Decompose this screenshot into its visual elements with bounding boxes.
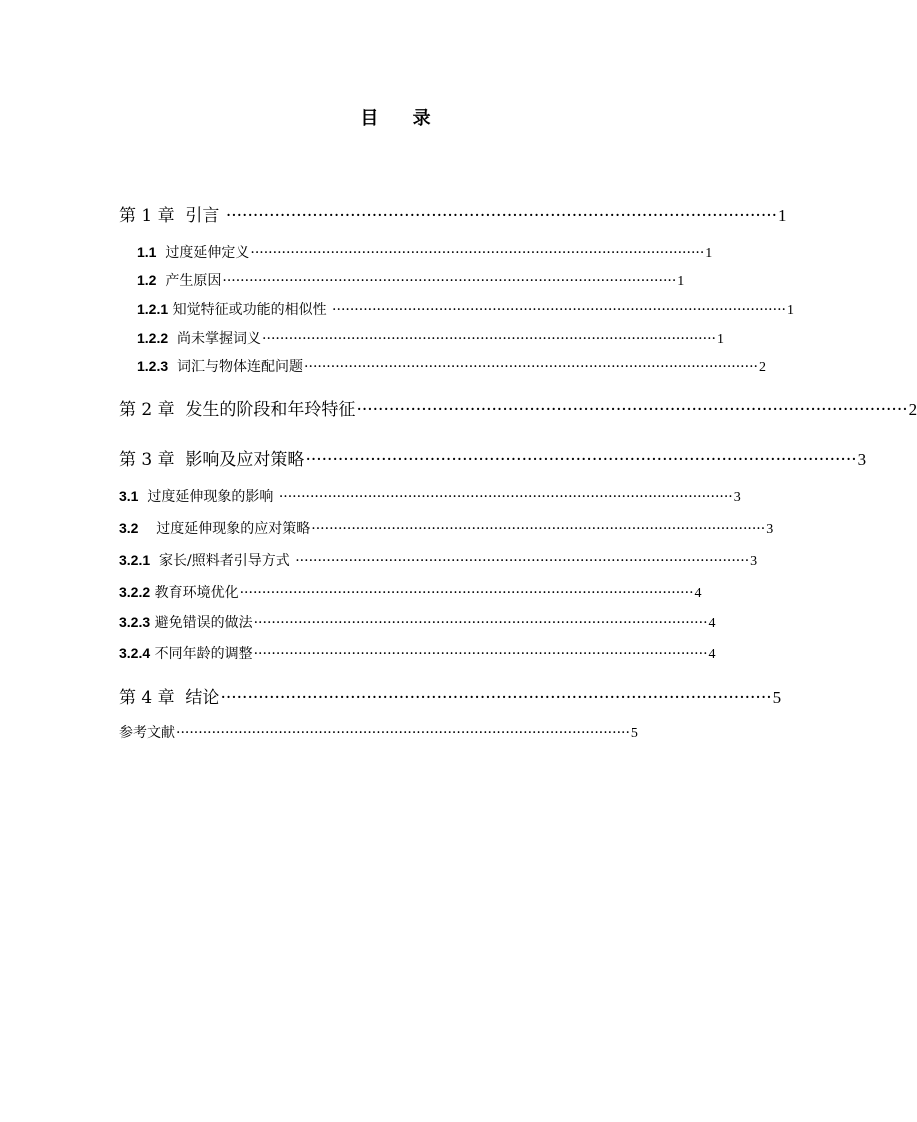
toc-entry-label: 教育环境优化 bbox=[150, 585, 239, 601]
toc-entry-label: 避免错误的做法 bbox=[150, 615, 253, 631]
toc-entry-chapter-2[interactable] bbox=[119, 395, 917, 420]
toc-entry-label: 过度延伸现象的影响 bbox=[138, 489, 278, 505]
toc-entry-number: 3.2.4 bbox=[119, 645, 151, 661]
toc-entry-label: 产生原因 bbox=[156, 273, 222, 289]
toc-entry-label: 第 4 章 结论 bbox=[119, 688, 220, 708]
toc-entry-3-2[interactable] bbox=[119, 518, 774, 538]
toc-entry-label: 尚未掌握词义 bbox=[168, 331, 262, 347]
toc-page-number: 1 bbox=[677, 274, 685, 289]
toc-entry-3-2-2[interactable] bbox=[119, 582, 702, 602]
toc-page-number: 3 bbox=[766, 522, 774, 537]
toc-entry-label: 家长/照料者引导方式 bbox=[150, 553, 295, 569]
toc-page-number: 3 bbox=[750, 554, 758, 569]
dot-leader: ······································································································ bbox=[304, 359, 758, 375]
dot-leader: ······································································································ bbox=[176, 725, 630, 741]
toc-entry-3-2-4[interactable] bbox=[119, 643, 716, 663]
toc-entry-label: 第 1 章 引言 bbox=[119, 206, 225, 226]
dot-leader: ······································································································ bbox=[220, 688, 772, 708]
toc-page-number: 1 bbox=[786, 303, 794, 318]
toc-page-number: 4 bbox=[708, 647, 716, 662]
toc-entry-1-2-1[interactable] bbox=[137, 299, 794, 319]
toc-entry-number: 3.1 bbox=[119, 488, 139, 504]
toc-page-number: 4 bbox=[708, 616, 716, 631]
toc-page-number: 5 bbox=[772, 688, 782, 707]
toc-entry-number: 1.2 bbox=[137, 272, 157, 288]
toc-page-number: 1 bbox=[778, 206, 787, 225]
toc-entry-number: 3.2.2 bbox=[119, 584, 151, 600]
toc-entry-number: 1.2.2 bbox=[137, 330, 169, 346]
toc-page-number: 3 bbox=[857, 450, 867, 469]
toc-entry-3-1[interactable] bbox=[119, 486, 741, 506]
toc-entry-label: 知觉特征或功能的相似性 bbox=[168, 302, 332, 318]
toc-entry-chapter-3[interactable] bbox=[119, 445, 867, 470]
toc-entry-number: 3.2.1 bbox=[119, 552, 151, 568]
toc-entry-1-2-2[interactable] bbox=[137, 328, 724, 348]
toc-page-number: 1 bbox=[705, 246, 713, 261]
toc-entry-number: 1.2.3 bbox=[137, 358, 169, 374]
toc-entry-number: 3.2 bbox=[119, 520, 139, 536]
toc-page-number: 2 bbox=[908, 400, 917, 419]
toc-page-number: 1 bbox=[716, 332, 724, 347]
dot-leader: ······································································································ bbox=[262, 331, 716, 347]
toc-entry-label: 词汇与物体连配问题 bbox=[168, 359, 304, 375]
toc-page-number: 4 bbox=[694, 586, 702, 601]
toc-entry-label: 过度延伸定义 bbox=[156, 245, 250, 261]
toc-entry-1-2[interactable] bbox=[137, 270, 685, 290]
dot-leader: ······································································································ bbox=[332, 302, 786, 318]
toc-entry-label: 过度延伸现象的应对策略 bbox=[138, 521, 311, 537]
toc-entry-label: 第 3 章 影响及应对策略 bbox=[119, 450, 305, 470]
toc-entry-number: 3.2.3 bbox=[119, 614, 151, 630]
dot-leader: ······································································································ bbox=[305, 450, 857, 470]
dot-leader: ······································································································ bbox=[295, 553, 750, 569]
toc-entry-references[interactable] bbox=[119, 722, 638, 742]
toc-entry-chapter-1[interactable] bbox=[119, 201, 787, 226]
dot-leader: ······································································································ bbox=[356, 400, 908, 420]
dot-leader: ······································································································ bbox=[222, 273, 677, 289]
toc-entry-label: 第 2 章 发生的阶段和年玲特征 bbox=[119, 400, 356, 420]
dot-leader: ······································································································ bbox=[253, 615, 708, 631]
toc-entry-number: 1.1 bbox=[137, 244, 157, 260]
toc-entry-1-2-3[interactable] bbox=[137, 356, 766, 376]
dot-leader: ······································································································ bbox=[225, 206, 778, 226]
toc-entry-3-2-3[interactable] bbox=[119, 612, 716, 632]
toc-entry-3-2-1[interactable] bbox=[119, 550, 758, 570]
dot-leader: ······································································································ bbox=[253, 646, 708, 662]
dot-leader: ······································································································ bbox=[278, 489, 733, 505]
toc-title: 目 录 bbox=[360, 108, 445, 129]
toc-entry-label: 参考文献 bbox=[119, 725, 175, 741]
toc-page-number: 5 bbox=[630, 726, 638, 741]
dot-leader: ······································································································ bbox=[311, 521, 766, 537]
toc-page-number: 2 bbox=[758, 360, 766, 375]
toc-page-number: 3 bbox=[733, 490, 741, 505]
toc-entry-number: 1.2.1 bbox=[137, 301, 169, 317]
dot-leader: ······································································································ bbox=[239, 585, 694, 601]
dot-leader: ······································································································ bbox=[250, 245, 705, 261]
toc-entry-1-1[interactable] bbox=[137, 242, 713, 262]
toc-entry-label: 不同年龄的调整 bbox=[150, 646, 253, 662]
toc-entry-chapter-4[interactable] bbox=[119, 683, 782, 708]
